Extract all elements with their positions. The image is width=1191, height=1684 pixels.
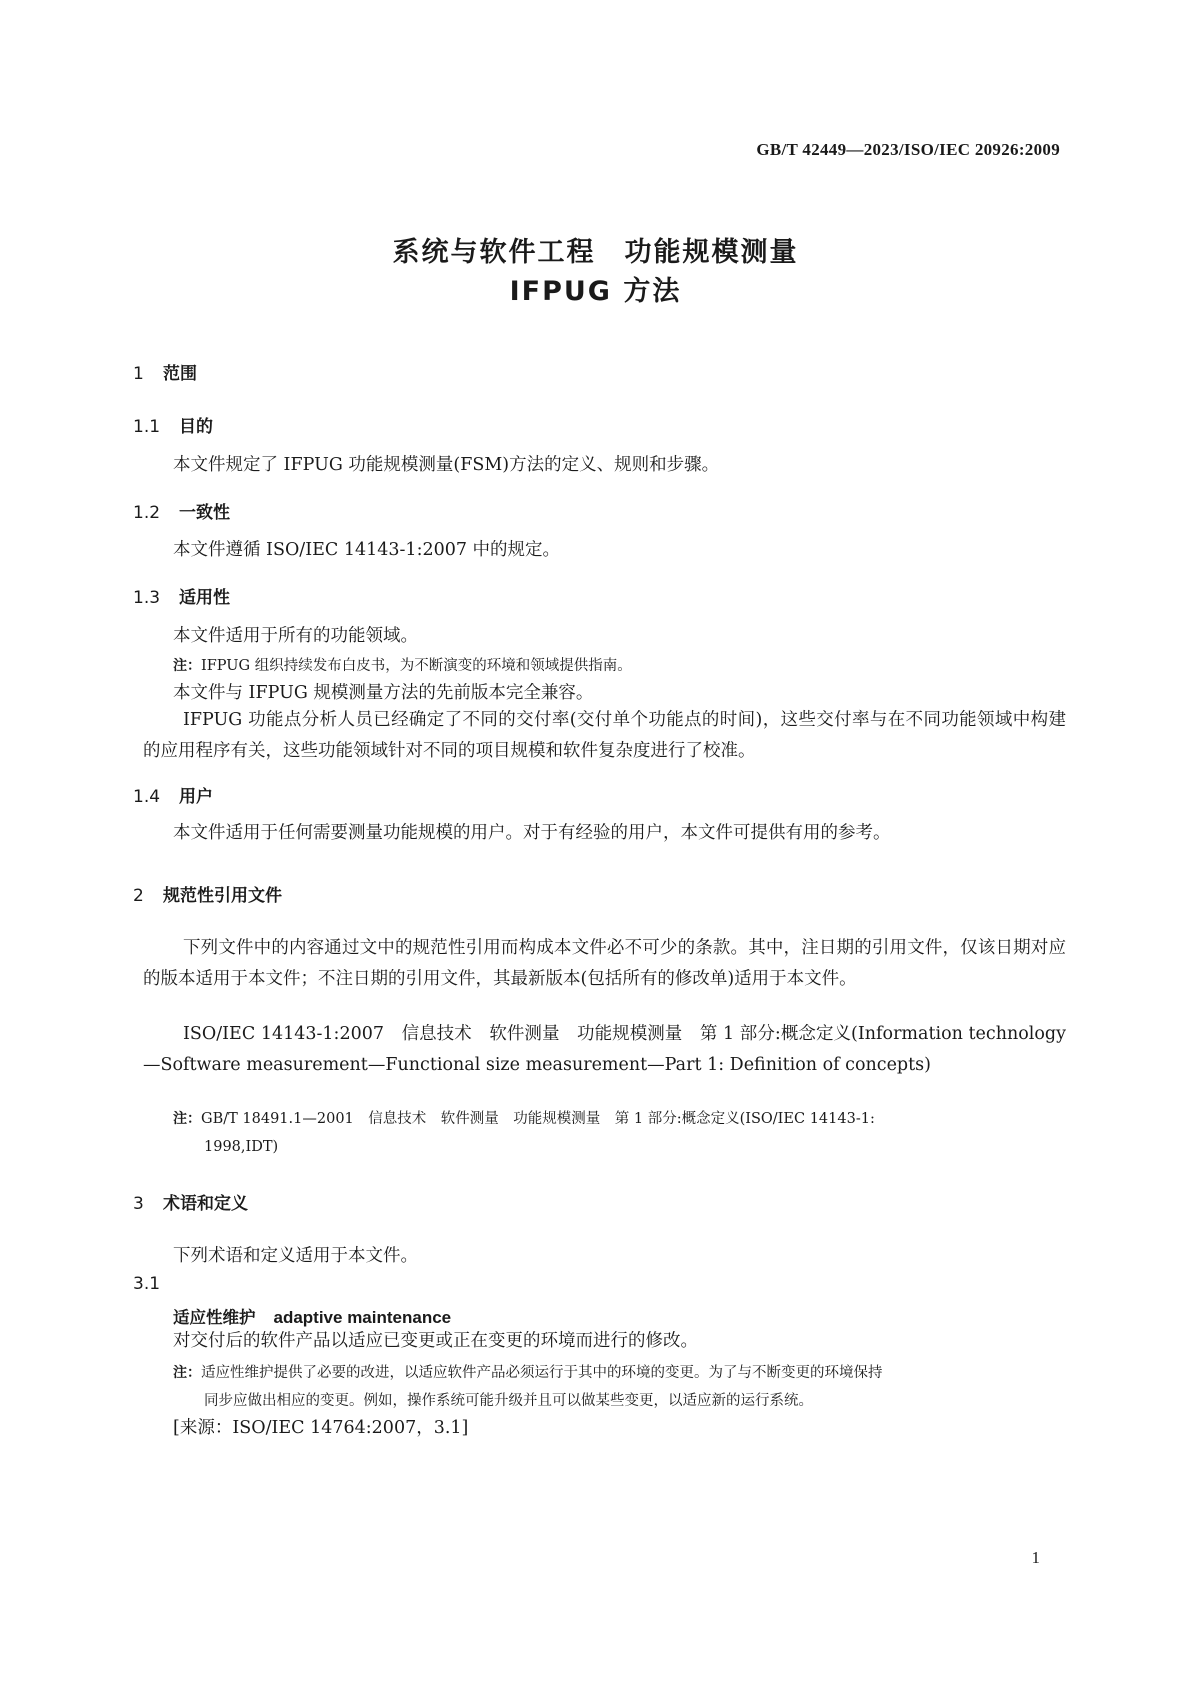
term-definition: 对交付后的软件产品以适应已变更或正在变更的环境而进行的修改。	[173, 1331, 698, 1351]
section-title: 规范性引用文件	[163, 886, 282, 906]
section-1-3-text-3: IFPUG 功能点分析人员已经确定了不同的交付率(交付单个功能点的时间)，这些交付率与在不同功能领域中构建的应用程序有关，这些功能领域针对不同的项目规模和软件复杂度进行了校准。	[143, 710, 1066, 761]
section-title: 一致性	[179, 503, 230, 523]
title-line-2: IFPUG 方法	[509, 276, 682, 307]
section-3-heading	[133, 1189, 248, 1214]
term-english: adaptive maintenance	[273, 1308, 452, 1327]
section-number: 1.1	[133, 417, 161, 437]
note-line-1: 适应性维护提供了必要的改进，以适应软件产品必须运行于其中的环境的变更。为了与不断变更的环境保持	[201, 1365, 883, 1381]
note-label: 注：	[173, 1111, 201, 1127]
section-1-4-heading	[133, 782, 213, 807]
section-number: 1	[133, 364, 144, 384]
section-1-3-note	[173, 652, 632, 680]
standard-number: GB/T 42449—2023/ISO/IEC 20926:2009	[756, 140, 1060, 159]
section-title: 用户	[179, 787, 213, 807]
section-3-text: 下列术语和定义适用于本文件。	[173, 1246, 418, 1266]
section-number: 1.4	[133, 787, 161, 807]
section-1-3-text-1: 本文件适用于所有的功能领域。	[173, 626, 418, 646]
section-2-text: 下列文件中的内容通过文中的规范性引用而构成本文件必不可少的条款。其中，注日期的引用文件，仅该日期对应的版本适用于本文件；不注日期的引用文件，其最新版本(包括所有的修改单)适用于本文件。	[143, 938, 1066, 989]
note-line-2: 1998,IDT)	[204, 1139, 279, 1155]
section-1-2-heading	[133, 498, 230, 523]
section-1-heading	[133, 359, 197, 384]
section-1-1-text: 本文件规定了 IFPUG 功能规模测量(FSM)方法的定义、规则和步骤。	[173, 455, 720, 475]
section-1-1-heading	[133, 412, 213, 437]
section-1-3-text-2: 本文件与 IFPUG 规模测量方法的先前版本完全兼容。	[173, 683, 594, 703]
note-line-1: GB/T 18491.1—2001 信息技术 软件测量 功能规模测量 第 1 部分:概念定义(ISO/IEC 14143-1:	[201, 1111, 875, 1127]
section-number: 3	[133, 1194, 144, 1214]
note-label: 注：	[173, 1365, 201, 1381]
section-title: 术语和定义	[163, 1194, 248, 1214]
term-note	[173, 1359, 883, 1415]
section-2-note	[173, 1105, 1066, 1161]
section-title: 目的	[179, 417, 213, 437]
note-label: 注：	[173, 658, 201, 674]
section-title: 适用性	[179, 588, 230, 608]
note-text: IFPUG 组织持续发布白皮书，为不断演变的环境和领域提供指南。	[201, 658, 632, 674]
section-1-4-text: 本文件适用于任何需要测量功能规模的用户。对于有经验的用户，本文件可提供有用的参考。	[173, 823, 891, 843]
term-source: [来源：ISO/IEC 14764:2007，3.1]	[173, 1418, 469, 1438]
term-entry	[173, 1304, 451, 1328]
term-chinese: 适应性维护	[173, 1308, 256, 1327]
title-line-1: 系统与软件工程 功能规模测量	[392, 237, 799, 268]
normative-reference: ISO/IEC 14143-1:2007 信息技术 软件测量 功能规模测量 第 1 部分:概念定义(Information technology—Software measurement—Functional size measurement—Part 1: Definition of concepts)	[143, 1024, 1066, 1075]
section-1-3-heading	[133, 583, 230, 608]
note-line-2: 同步应做出相应的变更。例如，操作系统可能升级并且可以做某些变更，以适应新的运行系统。	[204, 1393, 813, 1409]
term-entry-number: 3.1	[133, 1274, 161, 1294]
section-1-2-text: 本文件遵循 ISO/IEC 14143-1:2007 中的规定。	[173, 540, 561, 560]
section-number: 1.2	[133, 503, 161, 523]
section-2-heading	[133, 881, 282, 906]
page-number: 1	[1031, 1548, 1040, 1567]
section-number: 2	[133, 886, 144, 906]
section-title: 范围	[163, 364, 197, 384]
section-number: 1.3	[133, 588, 161, 608]
